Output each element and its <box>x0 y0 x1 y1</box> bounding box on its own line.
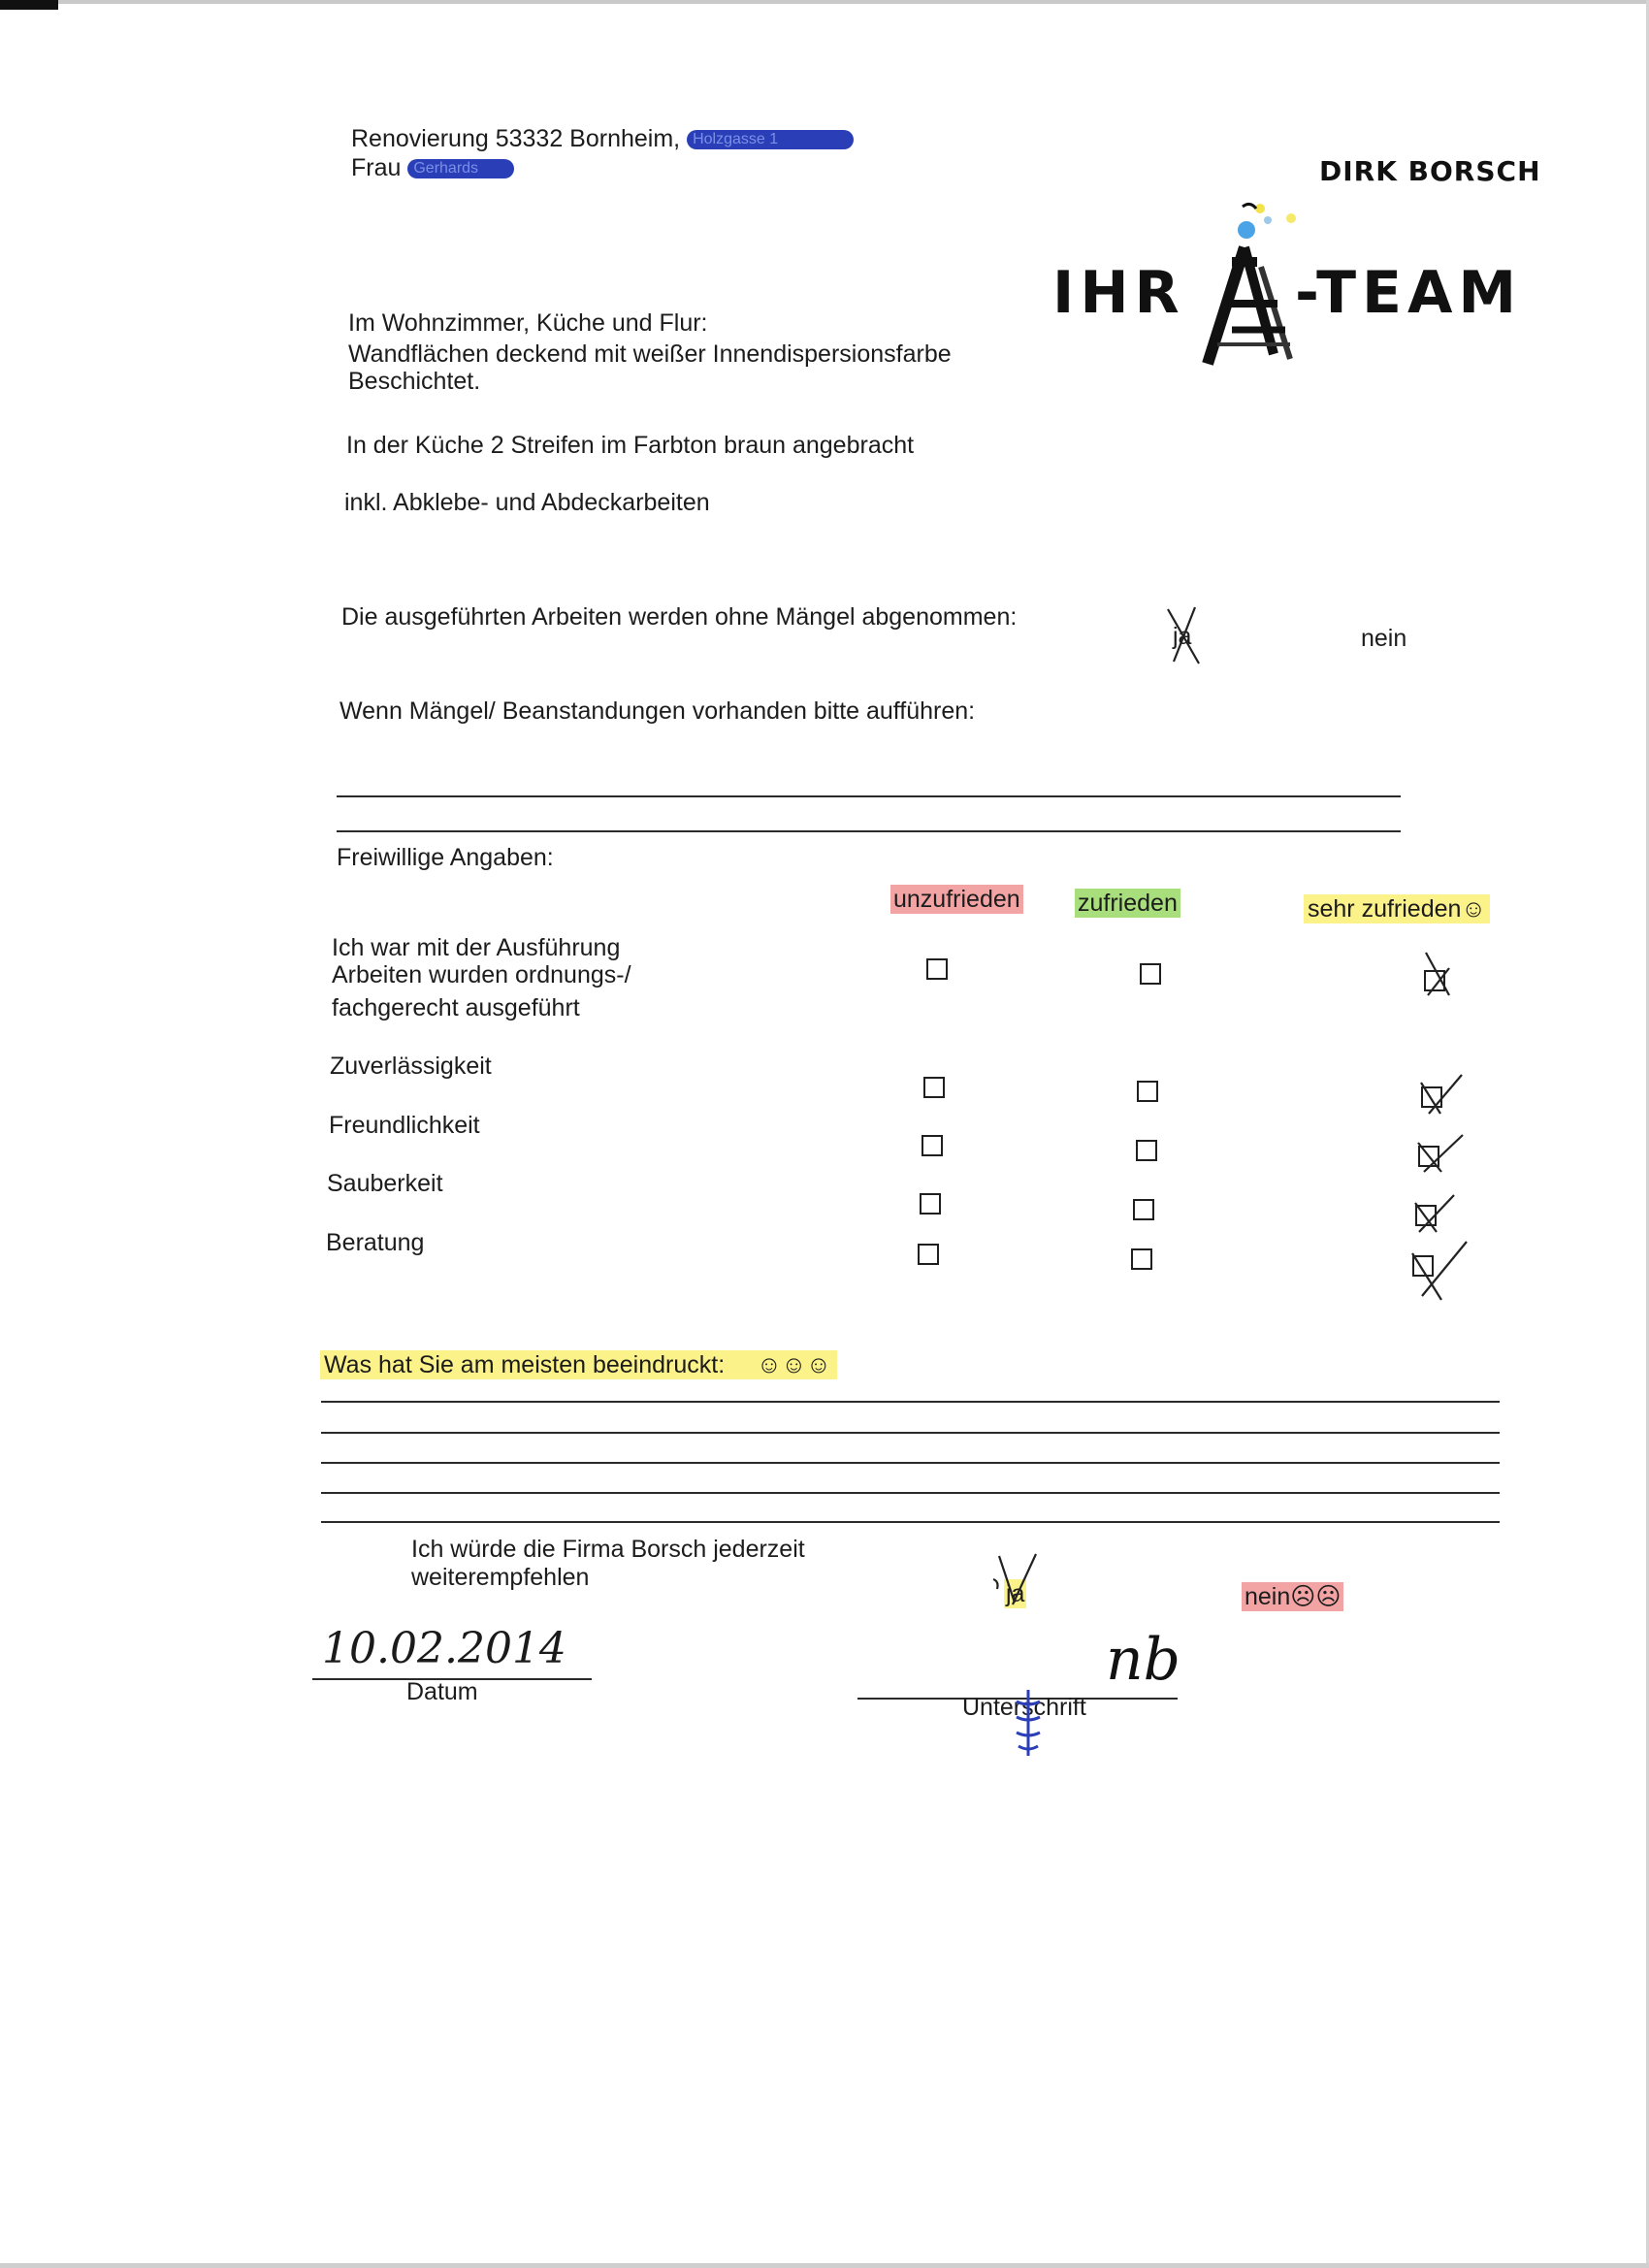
write-line <box>337 795 1401 797</box>
work-line: inkl. Abklebe- und Abdeckarbeiten <box>344 489 710 516</box>
checkbox-unchecked[interactable] <box>1133 1199 1154 1220</box>
work-line: In der Küche 2 Streifen im Farbton braun angebracht <box>346 432 915 459</box>
column-unzufrieden: unzufrieden <box>890 885 1023 914</box>
checkbox-unchecked[interactable] <box>922 1135 943 1156</box>
cross-mark-icon <box>1408 1129 1467 1178</box>
write-line <box>321 1462 1500 1464</box>
check-mark-icon <box>1160 603 1209 667</box>
customer-line: Frau Gerhards <box>351 153 514 182</box>
logo-word-left: IHR <box>1052 259 1185 327</box>
defects-prompt: Wenn Mängel/ Beanstandungen vorhanden bitte aufführen: <box>340 697 976 725</box>
scan-edge <box>0 2263 1649 2268</box>
survey-row-label: Freundlichkeit <box>329 1112 480 1139</box>
work-line: Im Wohnzimmer, Küche und Flur: <box>348 309 708 337</box>
signature-label: Unterschrift <box>962 1694 1086 1721</box>
write-line <box>321 1521 1500 1523</box>
cross-mark-icon <box>1403 1238 1471 1304</box>
checkbox-unchecked[interactable] <box>1136 1140 1157 1161</box>
survey-row-label: Beratung <box>326 1229 425 1256</box>
impressed-prompt: Was hat Sie am meisten beeindruckt: ☺☺☺ <box>320 1350 837 1379</box>
scan-edge <box>0 0 1649 4</box>
checkbox-unchecked[interactable] <box>923 1077 945 1098</box>
work-line: Wandflächen deckend mit weißer Innendispersionsfarbe <box>348 340 952 368</box>
date-value: 10.02.2014 <box>322 1624 566 1673</box>
survey-row-label: fachgerecht ausgeführt <box>332 994 580 1021</box>
cross-mark-icon <box>1406 1189 1458 1238</box>
logo-owner: DIRK BORSCH <box>1319 155 1541 187</box>
write-line <box>321 1401 1500 1403</box>
ink-scribble <box>1009 1688 1048 1758</box>
cross-mark-icon <box>1411 1071 1466 1119</box>
recommend-yes[interactable]: ja <box>1006 1580 1025 1607</box>
write-line <box>321 1492 1500 1494</box>
recommend-no[interactable]: nein☹☹ <box>1242 1582 1343 1611</box>
acceptance-question: Die ausgeführten Arbeiten werden ohne Mängel abgenommen: <box>341 603 1018 631</box>
recommend-line: weiterempfehlen <box>411 1564 590 1591</box>
checkbox-unchecked[interactable] <box>1137 1081 1158 1102</box>
acceptance-no[interactable]: nein <box>1361 625 1407 652</box>
redacted-street: Holzgasse 1 <box>687 130 854 149</box>
survey-row-label: Ich war mit der Ausführung <box>332 934 621 961</box>
address-line: Renovierung 53332 Bornheim, Holzgasse 1 <box>351 124 854 153</box>
redacted-name: Gerhards <box>407 159 514 178</box>
write-line <box>321 1432 1500 1434</box>
logo-word-right: -TEAM <box>1295 259 1523 327</box>
smiley-icon: ☺☺☺ <box>757 1351 831 1378</box>
survey-row-label: Sauberkeit <box>327 1170 443 1197</box>
signature-value: nb <box>1106 1626 1181 1694</box>
checkbox-unchecked[interactable] <box>1131 1248 1152 1270</box>
check-mark-icon <box>986 1550 1044 1610</box>
acceptance-yes[interactable]: ja <box>1173 623 1192 650</box>
checkbox-unchecked[interactable] <box>1140 963 1161 985</box>
checkbox-unchecked[interactable] <box>926 958 948 980</box>
survey-row-label: Arbeiten wurden ordnungs-/ <box>332 961 631 988</box>
date-label: Datum <box>406 1678 478 1705</box>
survey-title: Freiwillige Angaben: <box>337 844 554 871</box>
recommend-line: Ich würde die Firma Borsch jederzeit <box>411 1536 805 1563</box>
column-zufrieden: zufrieden <box>1075 889 1180 918</box>
scan-corner-mark <box>0 0 58 10</box>
work-line: Beschichtet. <box>348 368 481 395</box>
checkbox-unchecked[interactable] <box>920 1193 941 1215</box>
column-sehr-zufrieden: sehr zufrieden☺ <box>1304 894 1490 923</box>
checkbox-unchecked[interactable] <box>918 1244 939 1265</box>
survey-row-label: Zuverlässigkeit <box>330 1053 492 1080</box>
cross-mark-icon <box>1418 949 1457 999</box>
write-line <box>337 830 1401 832</box>
